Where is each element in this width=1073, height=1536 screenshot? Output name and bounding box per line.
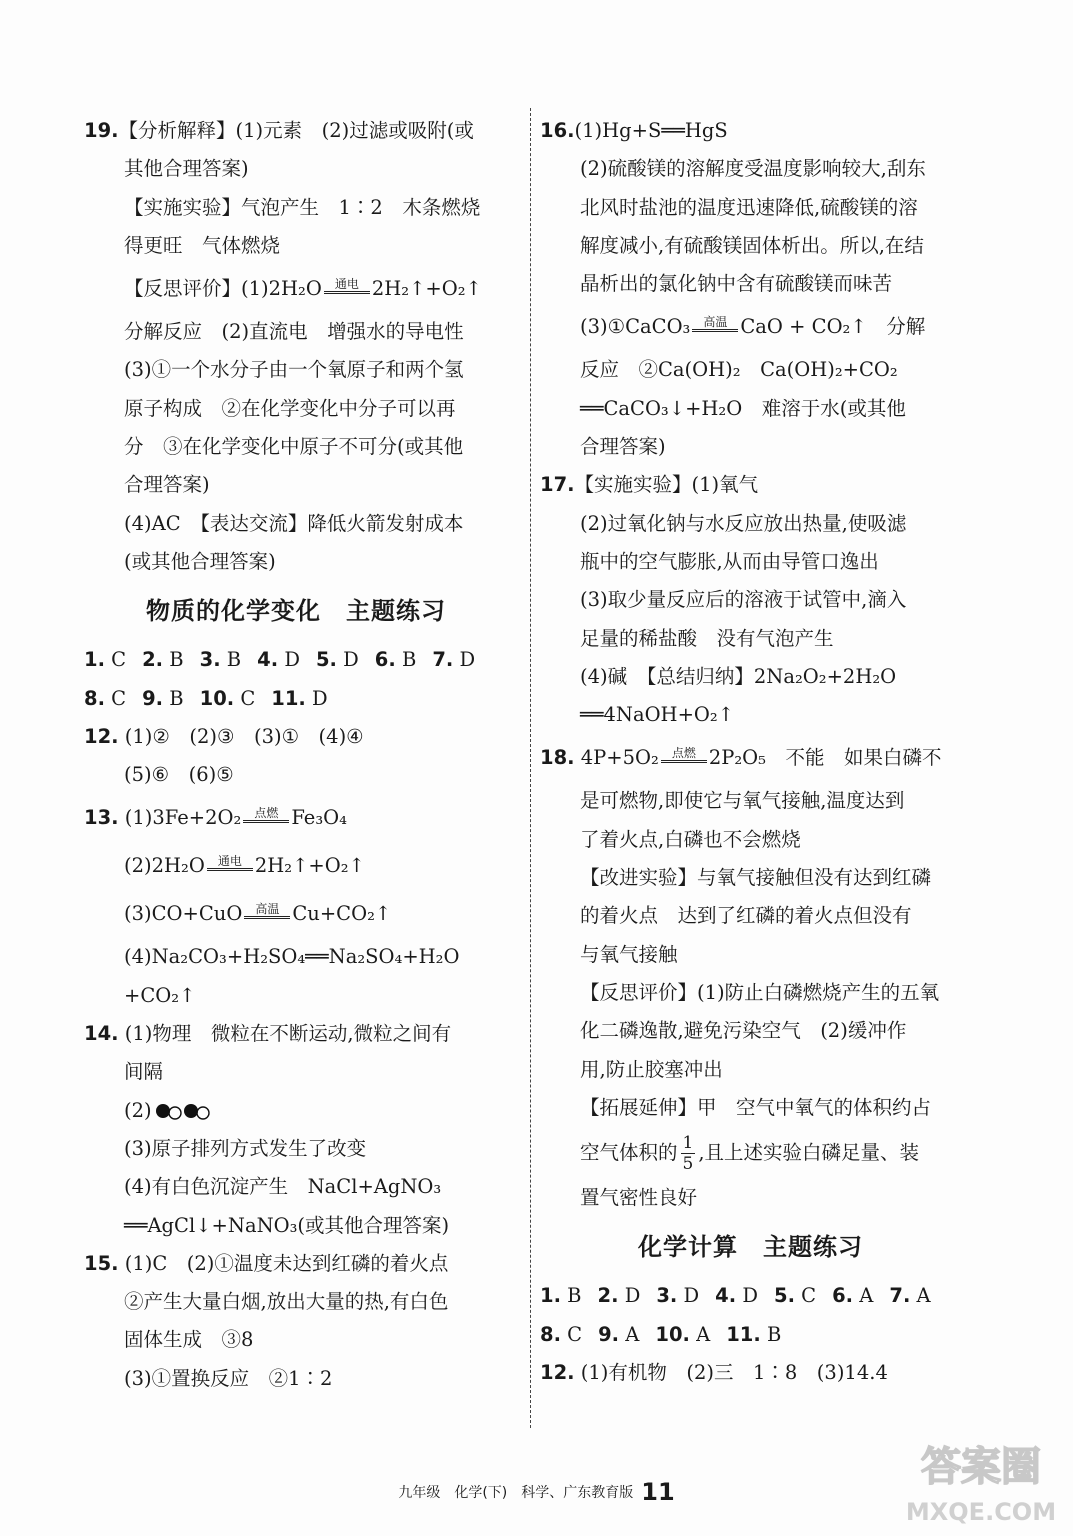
question-15 xyxy=(84,1245,524,1398)
answer-text: (2)过氧化钠与水反应放出热量,使吸滤 xyxy=(580,511,907,535)
answer-text: 得更旺 气体燃烧 xyxy=(124,233,281,257)
answer-text: 分 ③在化学变化中原子不可分(或其他 xyxy=(124,435,464,459)
question-number: 12. xyxy=(84,724,119,748)
mc-letter: C xyxy=(104,648,127,672)
mc-number: 3. xyxy=(656,1284,678,1308)
watermark-logo xyxy=(901,1428,1061,1532)
equation-line: (2)2H₂O 通电 2H₂↑+O₂↑ xyxy=(124,853,365,878)
mc-answer xyxy=(84,687,126,710)
answer-text: 【改进实验】与氧气接触但没有达到红磷 xyxy=(580,866,932,890)
section-heading: 化学计算 主题练习 xyxy=(638,1233,863,1262)
mc-answer xyxy=(316,648,359,671)
question-number: 18. xyxy=(540,746,575,770)
answer-text: 了着火点,白磷也不会燃烧 xyxy=(580,827,801,851)
answer-text: 原子构成 ②在化学变化中分子可以再 xyxy=(124,396,456,420)
answer-text: 【拓展延伸】甲 空气中氧气的体积约占 xyxy=(580,1095,932,1119)
column-divider xyxy=(530,108,531,1428)
reaction-condition: 高温 xyxy=(690,316,740,340)
answer-text: 【反思评价】(1)防止白磷燃烧产生的五氧 xyxy=(580,980,940,1004)
mc-letter: D xyxy=(305,686,328,710)
question-12 xyxy=(84,718,524,795)
mc-number: 5. xyxy=(315,648,337,672)
answer-text: (4)AC 【表达交流】降低火箭发射成本 xyxy=(124,511,464,535)
answer-text: 合理答案) xyxy=(124,473,210,497)
answer-text: 用,防止胶塞冲出 xyxy=(580,1057,723,1081)
mc-answer xyxy=(142,648,184,671)
mc-number: 1. xyxy=(84,648,105,672)
mc-answer xyxy=(655,1323,710,1346)
question-13: 13. (1)3Fe+2O₂ 点燃 Fe₃O₄ (2)2H₂O 通电 2H₂↑+O₂↑ (3)CO+CuO 高温 Cu+CO₂↑ (4)Na₂CO₃+H₂SO₄══Na₂SO₄+H₂O +CO₂↑ xyxy=(84,794,524,1015)
reaction-condition: 高温 xyxy=(242,903,292,927)
mc-number: 11. xyxy=(726,1322,761,1346)
mc-letter: B xyxy=(760,1322,782,1346)
right-column xyxy=(540,112,980,1392)
svg-text:MXQE.COM: MXQE.COM xyxy=(905,1498,1057,1526)
question-12-calc xyxy=(540,1354,980,1392)
question-16 xyxy=(540,112,980,466)
mc-number: 4. xyxy=(715,1284,737,1308)
fraction: $\frac{1}{5}$ xyxy=(682,1133,694,1175)
answer-text: 的着火点 达到了红磷的着火点但没有 xyxy=(580,904,912,928)
mc-letter: B xyxy=(163,648,184,672)
mc-number: 3. xyxy=(199,648,221,672)
answer-text: 与氧气接触 xyxy=(580,942,678,966)
multiple-choice-answers xyxy=(84,641,524,718)
mc-number: 5. xyxy=(774,1284,795,1308)
reaction-condition: 通电 xyxy=(205,855,255,879)
answer-text: 解度减小,有硫酸镁固体析出。所以,在结 xyxy=(580,233,924,257)
answer-text: ══CaCO₃↓+H₂O 难溶于水(或其他 xyxy=(580,396,906,420)
answer-text: ══AgCl↓+NaNO₃(或其他合理答案) xyxy=(124,1213,450,1237)
answer-text: (1)物理 微粒在不断运动,微粒之间有 xyxy=(124,1022,452,1046)
page-number: 11 xyxy=(641,1478,675,1506)
mc-letter: D xyxy=(453,648,476,672)
answer-text: 晶析出的氯化钠中含有硫酸镁而味苦 xyxy=(580,272,893,296)
mc-number: 8. xyxy=(540,1322,561,1346)
answer-text: 固体生成 ③8 xyxy=(124,1328,254,1352)
answer-text: (1)② (2)③ (3)① (4)④ xyxy=(124,724,364,748)
mc-answer xyxy=(271,687,327,710)
section-heading: 物质的化学变化 主题练习 xyxy=(146,597,446,626)
question-number: 13. xyxy=(84,806,119,830)
molecule-diagram-icon xyxy=(155,1100,219,1122)
answer-text: ══4NaOH+O₂↑ xyxy=(580,703,735,727)
answer-text: 化二磷逸散,避免污染空气 (2)缓冲作 xyxy=(580,1019,907,1043)
reaction-condition: 点燃 xyxy=(241,807,291,831)
answer-text: (1)C (2)①温度未达到红磷的着火点 xyxy=(124,1251,449,1275)
answer-text: (2)硫酸镁的溶解度受温度影响较大,刮东 xyxy=(580,157,926,181)
mc-number: 7. xyxy=(889,1284,911,1308)
equation-line: (3)CO+CuO 高温 Cu+CO₂↑ xyxy=(124,901,392,926)
mc-number: 4. xyxy=(257,648,279,672)
equation-line: 【反思评价】(1)2H₂O 通电 2H₂↑+O₂↑ xyxy=(124,276,482,301)
mc-letter: B xyxy=(220,648,242,672)
mc-answer xyxy=(889,1284,930,1307)
mc-number: 2. xyxy=(597,1284,619,1308)
mc-answer xyxy=(715,1284,758,1307)
mc-letter: B xyxy=(163,686,184,710)
answer-text: (3)①置换反应 ②1∶2 xyxy=(124,1366,333,1390)
question-18: 18. 4P+5O₂ 点燃 2P₂O₅ 不能 如果白磷不 是可燃物,即使它与氧气接触,温度达到 了着火点,白磷也不会燃烧 【改进实验】与氧气接触但没有达到红磷 的着火点 达到了红磷的着火点但没有 与氧气接触 【反思评价】(1)防止白磷燃烧产生的五氧 化二磷逸散,避免污染空气 (2)缓冲作 用,防止胶塞冲出 【拓展延伸】甲 空气中氧气的体积约占 空气体积的 $\frac{1}{5}$ ,且上述实验白磷足量、装 置气密性良好 xyxy=(540,734,980,1217)
equation-line: (3)①CaCO₃ 高温 CaO + CO₂↑ 分解 xyxy=(580,314,926,339)
answer-text: (4)碱 【总结归纳】2Na₂O₂+2H₂O xyxy=(580,664,897,688)
answer-text: 北风时盐池的温度迅速降低,硫酸镁的溶 xyxy=(580,195,918,219)
answer-text: (3)①一个水分子由一个氧原子和两个氢 xyxy=(124,358,464,382)
answer-text: (3)原子排列方式发生了改变 xyxy=(124,1136,367,1160)
answer-text: 足量的稀盐酸 没有气泡产生 xyxy=(580,626,834,650)
answer-text: 【分析解释】(1)元素 (2)过滤或吸附(或 xyxy=(118,119,474,142)
mc-letter: A xyxy=(853,1284,874,1308)
mc-answer xyxy=(540,1323,582,1346)
mc-answer xyxy=(726,1323,781,1346)
mc-number: 2. xyxy=(142,648,164,672)
mc-number: 8. xyxy=(84,686,105,710)
mc-number: 10. xyxy=(655,1322,690,1346)
mc-answer xyxy=(84,648,126,671)
mc-number: 9. xyxy=(598,1322,620,1346)
svg-text:答案圈: 答案圈 xyxy=(921,1444,1041,1490)
mc-number: 11. xyxy=(271,686,306,710)
answer-text: 反应 ②Ca(OH)₂ Ca(OH)₂+CO₂ xyxy=(580,358,898,382)
mc-letter: A xyxy=(689,1322,711,1346)
question-17 xyxy=(540,466,980,734)
mc-letter: D xyxy=(736,1284,758,1308)
answer-text: 是可燃物,即使它与氧气接触,温度达到 xyxy=(580,789,905,813)
reaction-condition: 通电 xyxy=(322,278,372,302)
mc-answer xyxy=(656,1284,699,1307)
question-number: 15. xyxy=(84,1251,119,1275)
reaction-condition: 点燃 xyxy=(659,747,709,771)
answer-text: 置气密性良好 xyxy=(580,1186,698,1210)
mc-number: 9. xyxy=(142,686,164,710)
mc-number: 6. xyxy=(374,648,396,672)
mc-answer xyxy=(832,1284,873,1307)
question-14 xyxy=(84,1015,524,1245)
answer-text: 间隔 xyxy=(124,1060,164,1084)
left-column xyxy=(84,112,524,1398)
mc-letter: C xyxy=(234,686,256,710)
answer-text: 合理答案) xyxy=(580,435,666,459)
answer-text: 瓶中的空气膨胀,从而由导管口逸出 xyxy=(580,549,879,573)
mc-answer xyxy=(432,648,475,671)
answer-text: (5)⑥ (6)⑤ xyxy=(124,763,234,787)
mc-number: 6. xyxy=(832,1284,854,1308)
equation-line: (4)Na₂CO₃+H₂SO₄══Na₂SO₄+H₂O xyxy=(124,945,460,969)
answer-text: 其他合理答案) xyxy=(124,157,249,181)
mc-letter: D xyxy=(336,648,359,672)
mc-number: 10. xyxy=(199,686,235,710)
mc-answer xyxy=(142,687,184,710)
question-number: 12. xyxy=(540,1361,575,1385)
mc-letter: C xyxy=(104,686,127,710)
mc-letter: D xyxy=(618,1284,641,1308)
mc-letter: B xyxy=(395,648,417,672)
molecule-answer: (2) xyxy=(84,1092,524,1130)
mc-answer xyxy=(257,648,300,671)
mc-number: 7. xyxy=(432,648,454,672)
footer-book-info: 九年级 化学(下) 科学、广东教育版 xyxy=(398,1485,634,1501)
mc-letter: D xyxy=(677,1284,700,1308)
mc-answer xyxy=(540,1284,582,1307)
mc-letter: A xyxy=(619,1322,640,1346)
mc-letter: C xyxy=(794,1284,817,1308)
mc-answer xyxy=(598,1323,639,1346)
question-number: 17. xyxy=(540,473,575,497)
mc-answer xyxy=(200,687,256,710)
mc-answer xyxy=(774,1284,816,1307)
question-number: 19. xyxy=(84,119,119,142)
answer-text: (1)有机物 (2)三 1∶8 (3)14.4 xyxy=(580,1361,888,1385)
question-number: 14. xyxy=(84,1022,119,1046)
mc-letter: C xyxy=(560,1322,583,1346)
mc-letter: A xyxy=(910,1284,931,1308)
mc-letter: B xyxy=(560,1284,582,1308)
multiple-choice-answers xyxy=(540,1277,980,1354)
answer-text: 【实施实验】气泡产生 1∶2 木条燃烧 xyxy=(124,195,481,219)
mc-letter: D xyxy=(278,648,300,672)
answer-text: (1)Hg+S══HgS xyxy=(574,119,728,142)
answer-text: (3)取少量反应后的溶液于试管中,滴入 xyxy=(580,588,907,612)
equation-line: +CO₂↑ xyxy=(124,983,196,1007)
mc-answer xyxy=(200,648,242,671)
answer-text-with-fraction: 空气体积的 $\frac{1}{5}$ ,且上述实验白磷足量、装 xyxy=(580,1133,920,1175)
answer-text: (4)有白色沉淀产生 NaCl+AgNO₃ xyxy=(124,1175,442,1199)
mc-answer xyxy=(598,1284,641,1307)
answer-text: 【实施实验】(1)氧气 xyxy=(574,473,759,497)
answer-text: (或其他合理答案) xyxy=(124,549,276,573)
answer-text: ②产生大量白烟,放出大量的热,有白色 xyxy=(124,1290,449,1314)
mc-answer xyxy=(375,648,417,671)
mc-number: 1. xyxy=(540,1284,561,1308)
answer-text: 分解反应 (2)直流电 增强水的导电性 xyxy=(124,320,464,344)
question-number: 16. xyxy=(540,119,575,142)
question-19 xyxy=(84,112,524,581)
